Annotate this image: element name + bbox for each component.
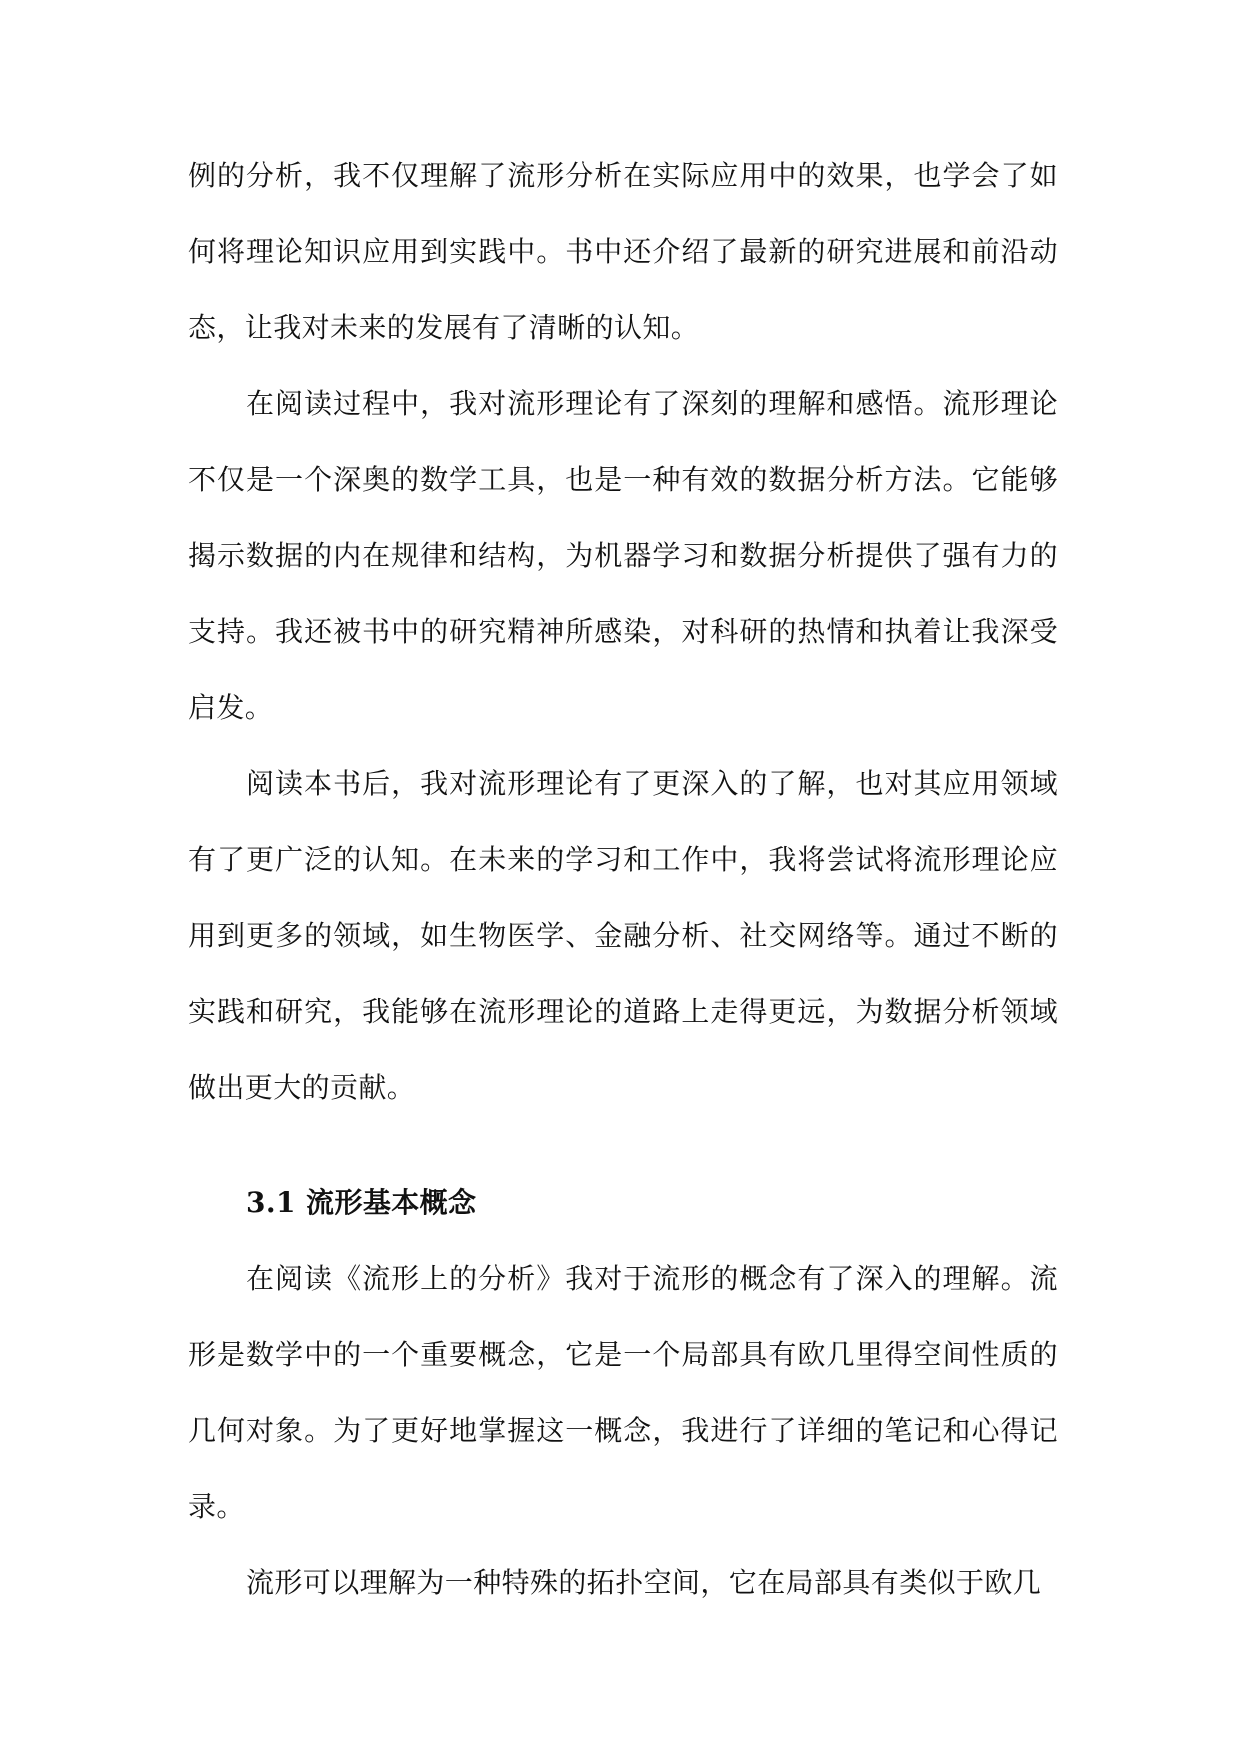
page-body (188, 138, 1058, 1621)
paragraph-5: 流形可以理解为一种特殊的拓扑空间，它在局部具有类似于欧几 (246, 1566, 1042, 1599)
paragraph-2: 在阅读过程中，我对流形理论有了深刻的理解和感悟。流形理论不仅是一个深奥的数学工具，也是一种有效的数据分析方法。它能够揭示数据的内在规律和结构，为机器学习和数据分析提供了强有力的支持。我还被书中的研究精神所感染，对科研的热情和执着让我深受启发。 (188, 387, 1058, 724)
paragraph-3: 阅读本书后，我对流形理论有了更深入的了解，也对其应用领域有了更广泛的认知。在未来的学习和工作中，我将尝试将流形理论应用到更多的领域，如生物医学、金融分析、社交网络等。通过不断的实践和研究，我能够在流形理论的道路上走得更远，为数据分析领域做出更大的贡献。 (188, 767, 1058, 1104)
paragraph-4: 在阅读《流形上的分析》我对于流形的概念有了深入的理解。流形是数学中的一个重要概念，它是一个局部具有欧几里得空间性质的几何对象。为了更好地掌握这一概念，我进行了详细的笔记和心得记录。 (188, 1262, 1058, 1523)
section-heading: 3.1 流形基本概念 (246, 1186, 477, 1219)
paragraph-1: 例的分析，我不仅理解了流形分析在实际应用中的效果，也学会了如何将理论知识应用到实践中。书中还介绍了最新的研究进展和前沿动态，让我对未来的发展有了清晰的认知。 (188, 159, 1058, 344)
